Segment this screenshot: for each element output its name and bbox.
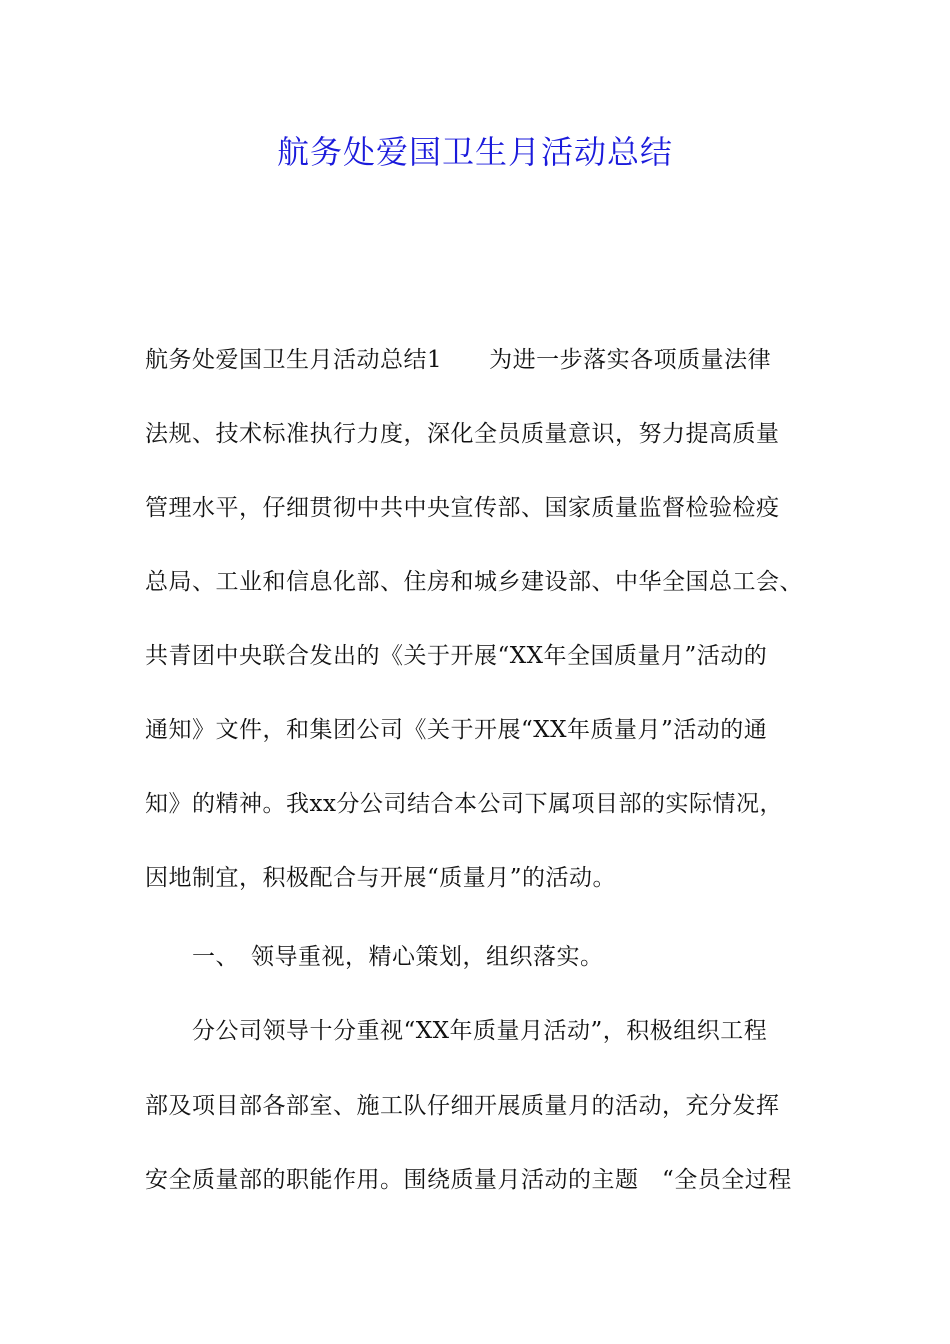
section-heading-1: 一、 领导重视，精心策划，组织落实。 [145,944,604,970]
body-line-4: 总局、工业和信息化部、住房和城乡建设部、中华全国总工会、 [145,569,803,595]
body-line-10: 部及项目部各部室、施工队仔细开展质量月的活动，充分发挥 [145,1093,780,1119]
body-line-9: 分公司领导十分重视“XX年质量月活动”，积极组织工程 [145,1018,768,1044]
body-line-6: 通知》文件，和集团公司《关于开展“XX年质量月”活动的通 [145,717,768,743]
body-line-1: 航务处爱国卫生月活动总结1 为进一步落实各项质量法律 [145,347,772,373]
document-title: 航务处爱国卫生月活动总结 [276,133,673,171]
body-line-11: 安全质量部的职能作用。围绕质量月活动的主题 “全员全过程 [145,1167,792,1193]
body-line-7: 知》的精神。我xx分公司结合本公司下属项目部的实际情况， [145,791,783,817]
body-line-2: 法规、技术标准执行力度，深化全员质量意识，努力提高质量 [145,421,780,447]
body-line-3: 管理水平，仔细贯彻中共中央宣传部、国家质量监督检验检疫 [145,495,780,521]
body-line-8: 因地制宜，积极配合与开展“质量月”的活动。 [145,865,617,891]
body-line-5: 共青团中央联合发出的《关于开展“XX年全国质量月”活动的 [145,643,768,669]
